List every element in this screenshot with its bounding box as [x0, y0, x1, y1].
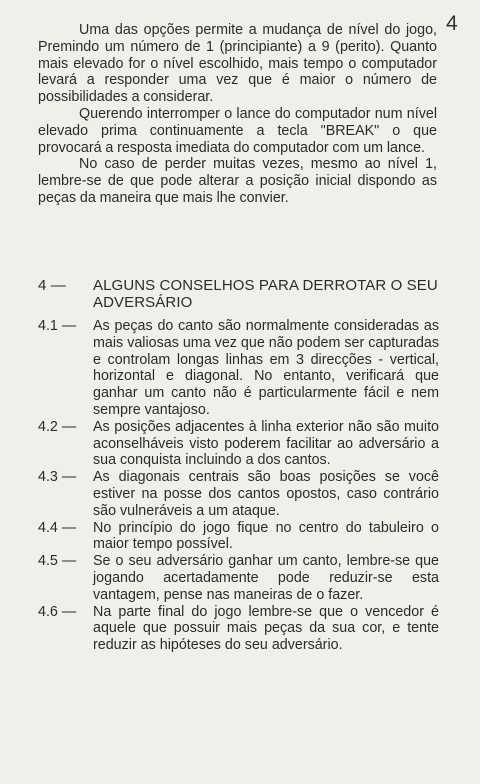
advice-text: Na parte final do jogo lembre-se que o vencedor é aquele que possuir mais peças da sua cor, e tente reduzir as hipóteses do seu adversário. — [93, 603, 439, 654]
advice-text: As diagonais centrais são boas posições se você estiver na posse dos cantos opostos, caso contrário são vulneráveis a um ataque. — [93, 469, 439, 519]
advice-number: 4.3 — — [38, 469, 77, 486]
advice-text: Se o seu adversário ganhar um canto, lembre-se que jogando acertadamente pode reduzir-se esta vantagem, pense nas maneiras de o fazer. — [93, 553, 439, 603]
section-number: 4 — — [38, 277, 66, 294]
advice-number: 4.1 — — [38, 318, 77, 334]
paragraph-level-options: Uma das opções permite a mudança de nível do jogo, Premindo um número de 1 (principiante) a 9 (perito). Quanto mais elevado for o nível escolhido, mais tempo o computador levará a responder uma vez que é maior o número de possibilidades a considerar. — [38, 22, 437, 106]
advice-number: 4.5 — — [38, 553, 77, 570]
advice-item — [38, 318, 439, 419]
section-title: ALGUNS CONSELHOS PARA DERROTAR O SEU ADVERSÁRIO — [93, 277, 438, 311]
advice-item — [38, 520, 439, 554]
section-heading — [38, 278, 443, 312]
page-number: 4 — [446, 12, 458, 35]
advice-item — [38, 553, 439, 603]
intro-text — [38, 22, 437, 207]
paragraph-initial-position: No caso de perder muitas vezes, mesmo ao nível 1, lembre-se de que pode alterar a posição inicial dispondo as peças da maneira que mais lhe convier. — [38, 156, 437, 206]
advice-list — [38, 318, 439, 654]
advice-number: 4.6 — — [38, 603, 77, 620]
advice-number: 4.2 — — [38, 418, 77, 435]
advice-text: As posições adjacentes à linha exterior não são muito aconselháveis visto poderem facilitar ao adversário a sua conquista incluindo a dos cantos. — [93, 418, 439, 469]
advice-item — [38, 419, 439, 469]
advice-text: As peças do canto são normalmente consideradas as mais valiosas uma vez que não podem ser capturadas e controlam longas linhas em 3 direcções - vertical, horizontal e diagonal. No entanto, verificará que ganhar um canto não é particularmente fácil e nem sempre vantajoso. — [93, 318, 439, 418]
advice-item — [38, 604, 439, 654]
advice-text: No princípio do jogo fique no centro do tabuleiro o maior tempo possível. — [93, 519, 439, 553]
advice-number: 4.4 — — [38, 519, 77, 536]
advice-item — [38, 469, 439, 519]
paragraph-break-key: Querendo interromper o lance do computador num nível elevado prima continuamente a tecla "BREAK" o que provocará a resposta imediata do computador com um lance. — [38, 105, 437, 156]
